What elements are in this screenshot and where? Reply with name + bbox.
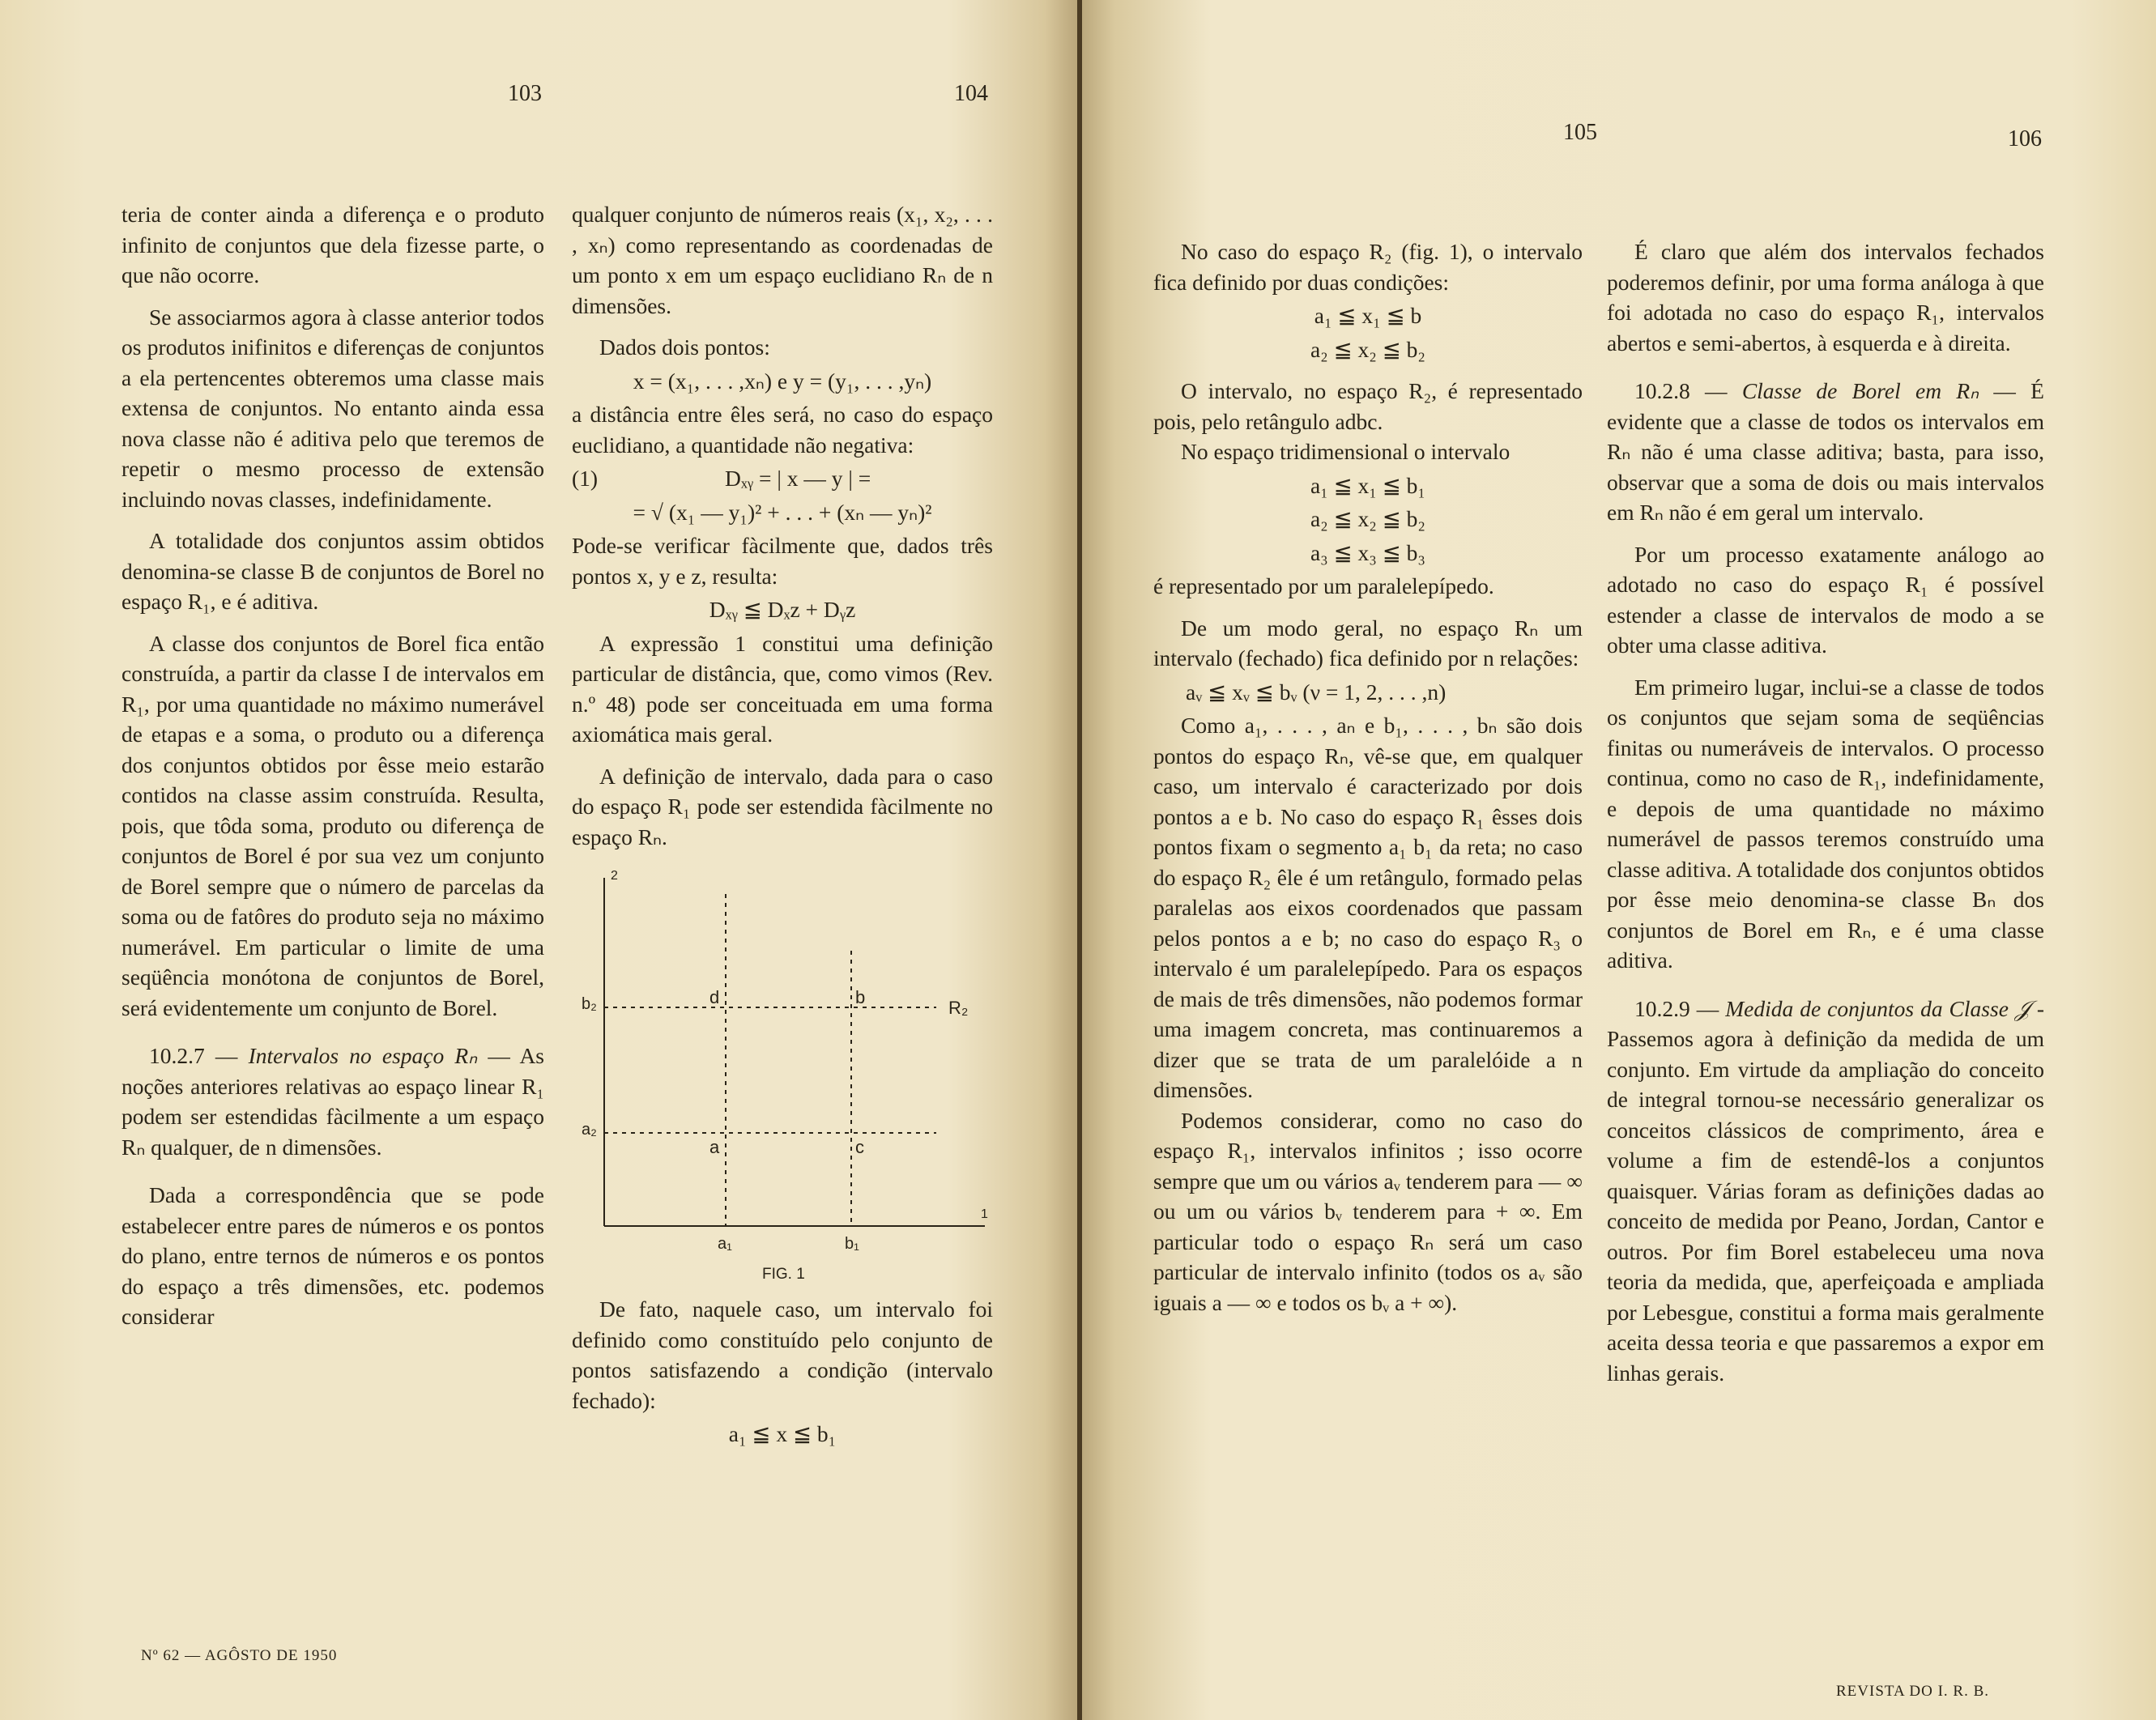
- paragraph: teria de conter ainda a diferença e o produto infinito de conjuntos que dela fizesse parte, o que não ocorre.: [121, 202, 544, 287]
- section-text: — É evidente que a classe de todos os intervalos em Rₙ não é uma classe aditiva; basta, para isso, observar que a soma de dois ou mais intervalos em Rₙ não é em geral um intervalo.: [1607, 378, 2044, 525]
- equation: a₂ ≦ x₂ ≦ b₂: [1310, 336, 1426, 362]
- column-page-106: [1607, 236, 2044, 1388]
- equation-interval-r1: a₁ ≦ x ≦ b₁: [728, 1421, 837, 1446]
- paragraph: A expressão 1 constitui uma definição particular de distância, que, como vimos (Rev. n.º 48) pode ser conceituada em uma forma axiomática mais geral.: [572, 630, 993, 747]
- point-c: c: [855, 1137, 864, 1157]
- label-a1: a₁: [718, 1235, 732, 1253]
- section-text: Passemos agora à definição da medida de um conjunto. Em virtude da ampliação do conceito de integral tornou-se necessário generalizar os conceitos clássicos de comprimento, área e volume a fim de estendê-los a conjuntos quaisquer. Várias foram as definições dadas ao conceito de medida por Peano, Jordan, Cantor e outros. Por fim Borel estabeleceu uma nova teoria da medida, que, aperfeiçoada e ampliada por Lebesgue, constitui a forma mais geralmente aceita dessa teoria e que passaremos a expor em linhas gerais.: [1607, 1026, 2044, 1386]
- section-10-2-9: [1607, 994, 2044, 1389]
- section-number: 10.2.7 —: [149, 1043, 238, 1068]
- paragraph: Podemos considerar, como no caso do espaço R₁, intervalos infinitos ; isso ocorre sempre que um ou vários aᵥ tenderem para — ∞ ou um ou vários bᵥ tenderem para + ∞. Em particular todo o espaço Rₙ será um caso particular de intervalo infinito (todos os aᵥ são iguais a — ∞ e todos os bᵥ a + ∞).: [1153, 1107, 1583, 1315]
- paragraph: De um modo geral, no espaço Rₙ um intervalo (fechado) fica definido por n relações:: [1153, 615, 1583, 671]
- section-10-2-7: [121, 1041, 544, 1162]
- point-b: b: [855, 987, 866, 1007]
- footer-journal: REVISTA DO I. R. B.: [1836, 1683, 1990, 1700]
- equation-distance-lhs: Dₓᵧ = | x — y | =: [724, 466, 871, 491]
- column-page-105: [1153, 236, 1583, 1318]
- x-axis-label: 1: [981, 1207, 988, 1221]
- paragraph: Pode-se verificar fàcilmente que, dados três pontos x, y e z, resulta:: [572, 533, 993, 589]
- page-number-105: 105: [1563, 120, 1597, 145]
- paragraph: De fato, naquele caso, um intervalo foi definido como constituído pelo conjunto de pontos satisfazendo a condição (intervalo fechado):: [572, 1296, 993, 1413]
- y-axis-label: 2: [611, 869, 618, 883]
- paragraph: O intervalo, no espaço R₂, é representado pois, pelo retângulo adbc.: [1153, 378, 1583, 434]
- label-b2: b₂: [582, 995, 597, 1013]
- equation-n-relations: aᵥ ≦ xᵥ ≦ bᵥ (ν = 1, 2, . . . ,n): [1186, 679, 1447, 705]
- paragraph: Por um processo exatamente análogo ao adotado no caso do espaço R₁ é possível estender a classe de intervalos de modo a se obter uma classe aditiva.: [1607, 541, 2044, 658]
- section-title: Intervalos no espaço Rₙ: [248, 1043, 478, 1068]
- paragraph: Como a₁, . . . , aₙ e b₁, . . . , bₙ são dois pontos do espaço Rₙ, vê-se que, em qualquer caso, um intervalo é caracterizado por dois pontos a e b. No caso do espaço R₁ êsses dois pontos fixam o segmento a₁ b₁ da reta; no caso do espaço R₂ êle é um retângulo, formado pelas paralelas aos eixos coordenados que passam pelos pontos a e b; no caso do espaço R₃ o intervalo é um paralelepípedo. Para os espaços de mais de três dimensões, não podemos formar uma imagem concreta, mas continuaremos a dizer que se trata de um paralelóide a n dimensões.: [1153, 713, 1583, 1102]
- paragraph: Se associarmos agora à classe anterior todos os produtos inifinitos e diferenças de conjuntos a ela pertencentes obteremos uma classe mais extensa de conjuntos. No entanto ainda essa nova classe não é aditiva pelo que teremos de repetir o mesmo processo de extensão incluindo novas classes, indefinidamente.: [121, 304, 544, 512]
- equation: a₁ ≦ x₁ ≦ b₁: [1310, 472, 1426, 498]
- paragraph: No caso do espaço R₂ (fig. 1), o intervalo fica definido por duas condições:: [1153, 239, 1583, 295]
- paragraph: A definição de intervalo, dada para o caso do espaço R₁ pode ser estendida fàcilmente no espaço Rₙ.: [572, 763, 993, 849]
- page-number-103: 103: [508, 81, 542, 106]
- paragraph: No espaço tridimensional o intervalo: [1181, 439, 1510, 464]
- section-title: Medida de conjuntos da Classe 𝒥 -: [1725, 995, 2044, 1021]
- figure-caption: FIG. 1: [762, 1266, 805, 1283]
- point-a: a: [709, 1137, 720, 1157]
- equation-label: (1): [572, 466, 599, 491]
- equation-distance: [572, 463, 993, 494]
- section-10-2-8: [1607, 376, 2044, 528]
- label-b1: b₁: [845, 1235, 859, 1253]
- equation-triangle-inequality: Dₓᵧ ≦ Dₓz + Dᵧz: [709, 597, 856, 622]
- page-number-106: 106: [2008, 126, 2042, 151]
- label-r2: R₂: [948, 998, 969, 1018]
- paragraph: Em primeiro lugar, inclui-se a classe de todos os conjuntos que sejam soma de seqüências finitas ou numeráveis de intervalos. O processo continua, como no caso de R₁, indefinidamente, e depois de uma quantidade no máximo numerável de passos teremos construído uma classe aditiva. A totalidade dos conjuntos obtidos por êsse meio denomina-se classe Bₙ dos conjuntos de Borel em Rₙ, e é uma classe aditiva.: [1607, 674, 2044, 973]
- paragraph: É claro que além dos intervalos fechados poderemos definir, por uma forma análoga à que foi adotada no caso do espaço R₁, intervalos abertos e semi-abertos, à esquerda e à direita.: [1607, 239, 2044, 355]
- point-d: d: [709, 987, 720, 1007]
- left-page: [0, 0, 1077, 1720]
- paragraph: a distância entre êles será, no caso do espaço euclidiano, a quantidade não negativa:: [572, 402, 993, 458]
- section-number: 10.2.9 —: [1634, 995, 1719, 1021]
- equation: a₂ ≦ x₂ ≦ b₂: [1310, 506, 1426, 531]
- figure-1: [572, 862, 993, 1283]
- equation: a₃ ≦ x₃ ≦ b₃: [1310, 539, 1426, 565]
- paragraph: Dados dois pontos:: [599, 334, 770, 360]
- paragraph: A classe dos conjuntos de Borel fica então construída, a partir da classe I de intervalos em R₁, por uma quantidade no máximo numerável de etapas e a soma, o produto ou a diferença dos conjuntos obtidos por êsse meio estarão contidos na classe assim construída. Resulta, pois, que tôda soma, produto ou diferença de conjuntos de Borel é por sua vez um conjunto de Borel sempre que o número de parcelas da soma ou de fatôres do produto seja no máximo numerável. Em particular o limite de uma seqüência monótona de conjuntos de Borel, será evidentemente um conjunto de Borel.: [121, 630, 544, 1020]
- equation-distance-rhs: = √ (x₁ — y₁)² + . . . + (xₙ — yₙ)²: [633, 499, 932, 525]
- footer-issue-date: Nº 62 — AGÔSTO DE 1950: [141, 1647, 338, 1664]
- section-title: Classe de Borel em Rₙ: [1741, 378, 1979, 403]
- column-page-103: [121, 199, 544, 1332]
- equation: a₁ ≦ x₁ ≦ b: [1314, 303, 1422, 328]
- right-page: [1082, 0, 2156, 1720]
- page-number-104: 104: [954, 81, 988, 106]
- section-text: — As noções anteriores relativas ao espaço linear R₁ podem ser estendidas fàcilmente a um espaço Rₙ qualquer, de n dimensões.: [121, 1043, 545, 1160]
- paragraph: qualquer conjunto de números reais (x₁, x₂, . . . , xₙ) como representando as coordenadas de um ponto x em um espaço euclidiano Rₙ de n dimensões.: [572, 202, 993, 318]
- paragraph: Dada a correspondência que se pode estabelecer entre pares de números e os pontos do plano, entre ternos de números e os pontos do espaço a três dimensões, etc. podemos considerar: [121, 1182, 544, 1329]
- section-number: 10.2.8 —: [1634, 378, 1728, 403]
- label-a2: a₂: [582, 1121, 597, 1139]
- paragraph: A totalidade dos conjuntos assim obtidos denomina-se classe B de conjuntos de Borel no espaço R₁, e é aditiva.: [121, 528, 544, 614]
- paragraph: é representado por um paralelepípedo.: [1153, 573, 1494, 598]
- equation-points: x = (x₁, . . . ,xₙ) e y = (y₁, . . . ,yₙ): [633, 368, 932, 394]
- column-page-104: [572, 199, 993, 1453]
